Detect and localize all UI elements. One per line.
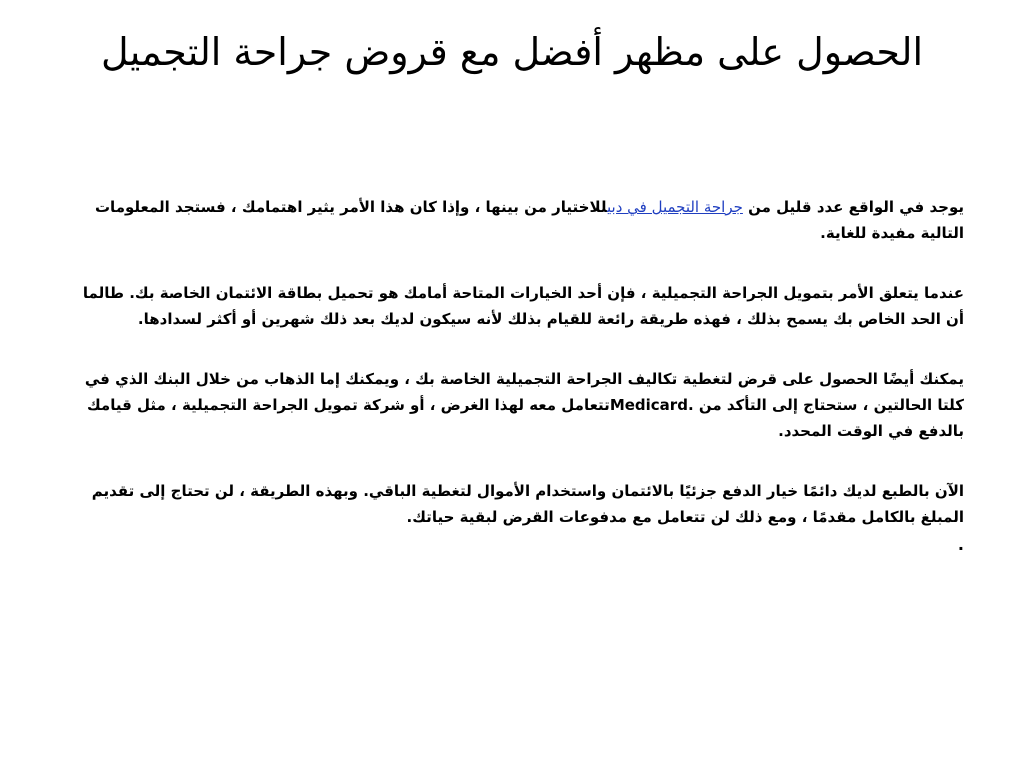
- paragraph-1-text-end: للاختيار من بينها ، وإذا كان هذا الأمر يثير اهتمامك ، فستجد المعلومات التالية مفيدة للغاية.: [94, 198, 964, 242]
- paragraph-4: الآن بالطبع لديك دائمًا خيار الدفع جزئيًا بالائتمان واستخدام الأموال لتغطية الباقي. وبهذه الطريقة ، لن تحتاج إلى تقديم المبلغ بالكامل مقدمًا ، ومع ذلك لن تتعامل مع مدفوعات القرض لبقية حياتك.: [91, 482, 964, 526]
- paragraph-1-text-start: يوجد في الواقع عدد قليل من: [742, 198, 964, 216]
- slide-body: [64, 194, 964, 556]
- paragraph-3: [64, 366, 964, 444]
- trailing-period: .: [957, 535, 964, 554]
- paragraph-2: عندما يتعلق الأمر بتمويل الجراحة التجميلية ، فإن أحد الخيارات المتاحة أمامك هو تحميل بطاقة الائتمان الخاصة بك. طالما أن الحد الخاص بك يسمح بذلك ، فهذه طريقة رائعة للقيام بذلك لأنه سيكون لديك بعد ذلك شهرين أو أكثر لسدادها.: [82, 284, 964, 328]
- paragraph-3-text-end: تتعامل معه لهذا الغرض ، أو شركة تمويل الجراحة التجميلية ، مثل قيامك بالدفع في الوقت المحدد.: [86, 396, 964, 440]
- medicard-brand-text: Medicard.: [609, 396, 694, 414]
- paragraph-1: [64, 194, 964, 246]
- paragraph-3-text-start: يمكنك أيضًا الحصول على قرض لتغطية تكاليف الجراحة التجميلية الخاصة بك ، ويمكنك إما الذهاب من خلال البنك الذي في كلتا الحالتين ، ستحتاج إلى التأكد من: [84, 370, 964, 414]
- dubai-cosmetic-surgery-link[interactable]: جراحة التجميل في دبي: [607, 198, 743, 216]
- slide-title: الحصول على مظهر أفضل مع قروض جراحة التجميل: [100, 30, 924, 74]
